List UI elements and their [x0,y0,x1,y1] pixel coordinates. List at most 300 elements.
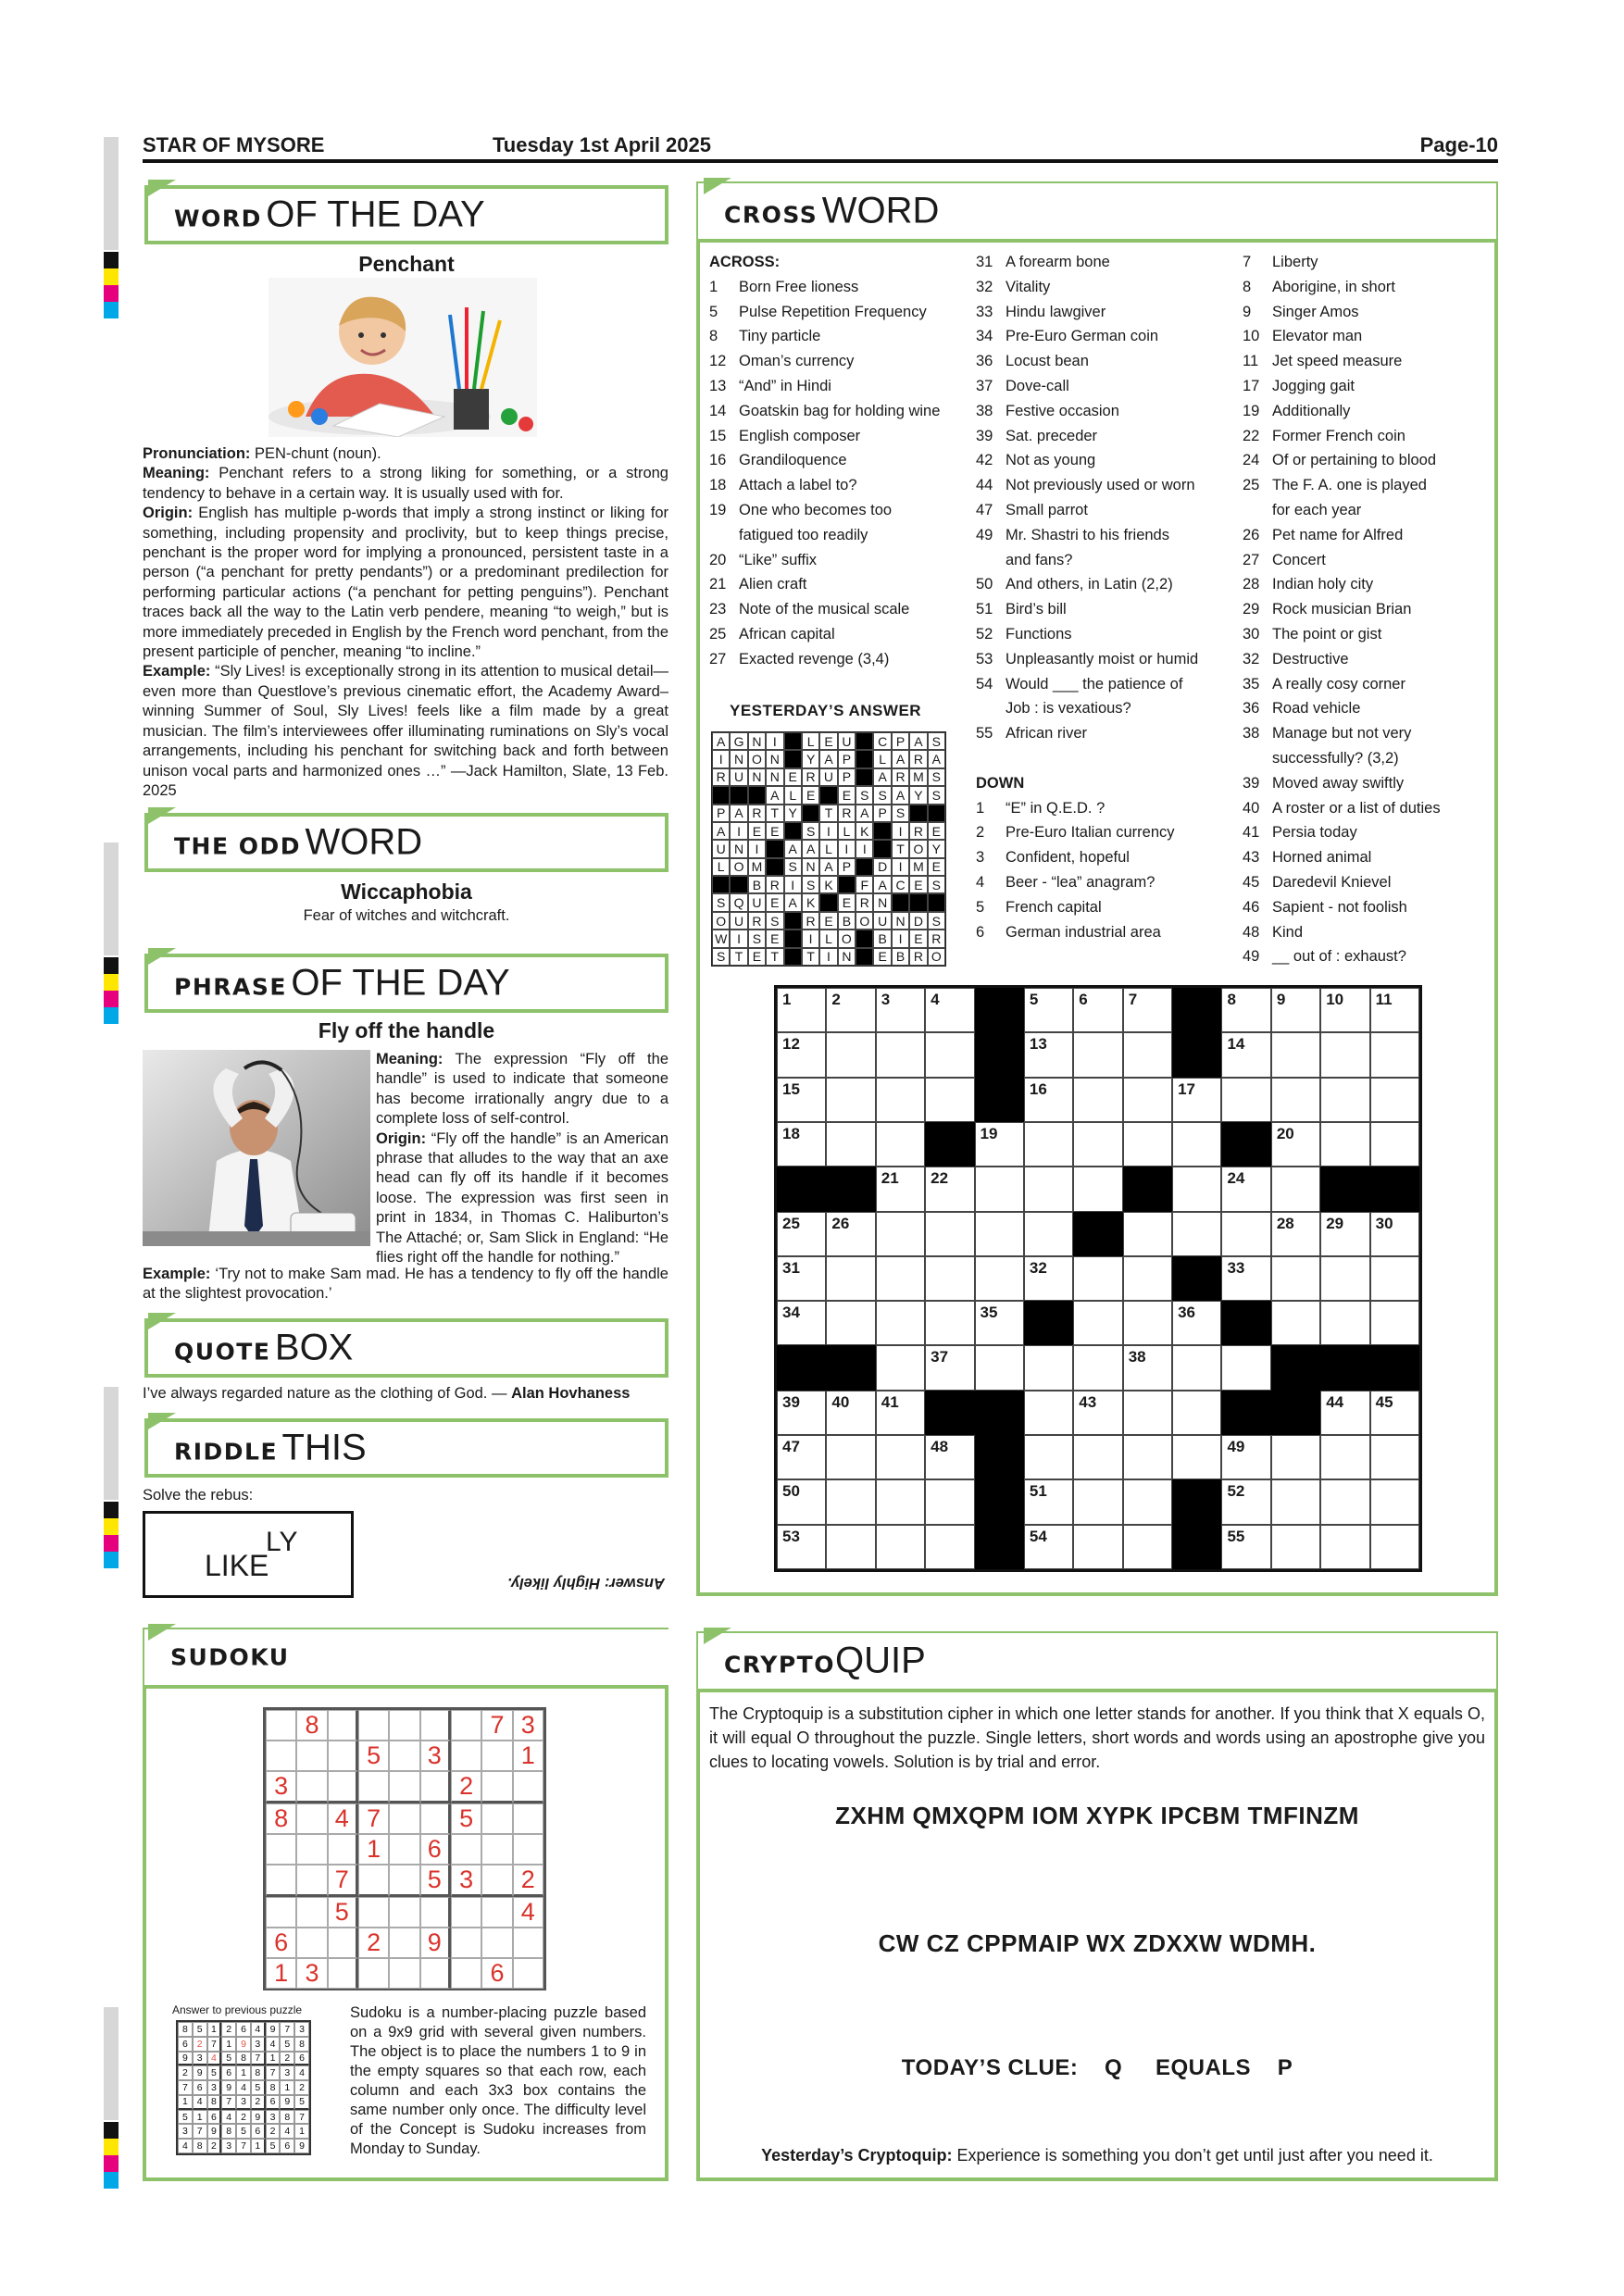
sudoku-empty-cell[interactable] [451,1741,481,1771]
crossword-cell[interactable] [1221,1345,1270,1390]
crossword-cell[interactable] [1221,1167,1270,1211]
clue-text: Aborigine, in short [1272,278,1395,295]
crossword-cell[interactable] [826,1479,875,1524]
crossword-cell[interactable] [1271,1435,1320,1479]
crossword-cell[interactable] [1073,1301,1122,1345]
crossword-cell[interactable] [975,1167,1024,1211]
crossword-cell[interactable] [1370,1479,1419,1524]
sudoku-empty-cell[interactable] [266,1710,296,1741]
crossword-cell[interactable] [1221,1256,1270,1301]
crossword-cell[interactable] [1123,1256,1172,1301]
sudoku-empty-cell[interactable] [328,1771,358,1803]
crossword-cell[interactable] [1073,1256,1122,1301]
crossword-cell[interactable] [925,1479,974,1524]
crossword-cell[interactable] [876,1212,925,1256]
sudoku-empty-cell[interactable] [389,1771,419,1803]
sudoku-empty-cell[interactable] [389,1897,419,1928]
crossword-cell[interactable] [1370,1391,1419,1435]
sudoku-empty-cell[interactable] [328,1834,358,1865]
crossword-cell[interactable] [1073,1078,1122,1122]
crossword-cell[interactable] [1320,1122,1369,1167]
sudoku-empty-cell[interactable] [328,1928,358,1958]
crossword-cell[interactable] [777,1078,826,1122]
sudoku-empty-cell[interactable] [389,1803,419,1834]
sudoku-empty-cell[interactable] [266,1865,296,1897]
answer-letter-cell: B [748,876,766,893]
crossword-cell[interactable] [1172,1435,1221,1479]
crossword-cell[interactable] [925,1167,974,1211]
sudoku-given-cell: 8 [266,1803,296,1834]
clue-text: Pet name for Alfred [1272,526,1404,543]
sudoku-empty-cell[interactable] [358,1865,389,1897]
crossword-cell[interactable] [1221,1435,1270,1479]
crossword-cell[interactable] [1073,1345,1122,1390]
clue-number: 19 [709,501,727,518]
crossword-cell[interactable] [1123,1435,1172,1479]
answer-letter-cell: I [819,822,837,840]
sudoku-grid[interactable] [263,1707,546,1990]
crossword-cell[interactable] [1123,1479,1172,1524]
clue-item [976,374,1243,399]
sudoku-empty-cell[interactable] [451,1928,481,1958]
crossword-cell[interactable] [1172,1078,1221,1122]
clue-item [976,300,1243,325]
crossword-cell[interactable] [925,988,974,1032]
crossword-cell[interactable] [1024,1122,1073,1167]
answer-digit-cell: 4 [207,2052,222,2066]
crossword-cell[interactable] [1172,1345,1221,1390]
crossword-cell[interactable] [925,1256,974,1301]
sudoku-empty-cell[interactable] [513,1958,543,1989]
crossword-cell[interactable] [1024,1345,1073,1390]
crossword-cell[interactable] [876,1078,925,1122]
clue-number: 11 [1243,353,1259,370]
answer-letter-cell: E [766,930,783,947]
crossword-cell[interactable] [1271,1122,1320,1167]
crossword-cell[interactable] [876,1032,925,1077]
sudoku-empty-cell[interactable] [296,1897,327,1928]
sudoku-empty-cell[interactable] [389,1741,419,1771]
crossword-cell[interactable] [1123,1078,1172,1122]
crossword-cell[interactable] [1370,1525,1419,1569]
clue-item [1243,796,1494,821]
crossword-cell[interactable] [1271,1167,1320,1211]
sudoku-empty-cell[interactable] [296,1741,327,1771]
riddle-header [144,1418,668,1478]
crossword-cell[interactable] [1172,1391,1221,1435]
crossword-cell[interactable] [1320,1301,1369,1345]
crossword-cell[interactable] [925,1032,974,1077]
crossword-cell[interactable] [1123,1301,1172,1345]
quote-body: I’ve always regarded nature as the clothing of God. — [143,1385,512,1402]
crossword-cell[interactable] [876,1479,925,1524]
crossword-cell[interactable] [1172,1167,1221,1211]
clue-number: 37 [976,377,993,394]
rebus-superscript: LY [266,1527,298,1557]
crossword-cell[interactable] [777,1479,826,1524]
clue-number: 48 [1243,923,1260,941]
crossword-cell[interactable] [1172,1122,1221,1167]
crossword-cell[interactable] [1320,1212,1369,1256]
clue-item [976,622,1243,647]
sudoku-empty-cell[interactable] [513,1928,543,1958]
sudoku-empty-cell[interactable] [328,1710,358,1741]
across-clues-col2 [976,250,1243,944]
crossword-cell[interactable] [826,1525,875,1569]
sudoku-empty-cell[interactable] [481,1741,512,1771]
crossword-cell[interactable] [826,1435,875,1479]
section-title: QUIP [834,1640,926,1681]
crossword-cell[interactable] [777,1301,826,1345]
crossword-cell[interactable] [1024,1078,1073,1122]
clue-item [1243,944,1494,969]
crossword-cell[interactable] [1024,988,1073,1032]
crossword-cell[interactable] [1320,1256,1369,1301]
clue-number: 27 [709,650,727,668]
sudoku-empty-cell[interactable] [389,1834,419,1865]
crossword-cell[interactable] [975,1301,1024,1345]
sudoku-empty-cell[interactable] [420,1803,451,1834]
clue-text: Indian holy city [1272,576,1374,593]
crossword-cell[interactable] [925,1212,974,1256]
answer-letter-cell: W [712,930,730,947]
crossword-cell[interactable] [826,1301,875,1345]
crossword-cell[interactable] [1024,1032,1073,1077]
crossword-cell[interactable] [876,1301,925,1345]
crossword-cell[interactable] [1221,1212,1270,1256]
crossword-black-cell [1172,988,1221,1032]
answer-letter-cell: R [838,805,856,822]
crossword-cell[interactable] [1123,1391,1172,1435]
crossword-cell[interactable] [1172,1301,1221,1345]
sudoku-empty-cell[interactable] [389,1865,419,1897]
answer-digit-cell: 5 [178,2110,193,2125]
answer-digit-cell: 3 [207,2080,222,2095]
crossword-cell[interactable] [1024,1479,1073,1524]
sudoku-empty-cell[interactable] [513,1834,543,1865]
clue-number: 54 [976,675,993,693]
crossword-cell[interactable] [1370,1212,1419,1256]
sudoku-empty-cell[interactable] [451,1897,481,1928]
sudoku-empty-cell[interactable] [358,1710,389,1741]
sudoku-empty-cell[interactable] [328,1741,358,1771]
crossword-cell[interactable] [876,1345,925,1390]
riddle-answer: Answer: Highly likely. [507,1575,665,1591]
section-tab-icon [148,1624,176,1641]
crossword-cell[interactable] [777,1212,826,1256]
answer-letter-cell: N [873,893,891,911]
answer-letter-cell: N [892,912,909,930]
label: Example: [143,1266,211,1282]
cryptoquip-line-1: ZXHM QMXQPM IOM XYPK IPCBM TMFINZM [835,1802,1359,1829]
crossword-cell[interactable] [1123,1032,1172,1077]
sudoku-empty-cell[interactable] [481,1897,512,1928]
crossword-cell[interactable] [1320,1525,1369,1569]
crossword-cell[interactable] [925,1345,974,1390]
crossword-grid[interactable] [774,985,1422,1572]
answer-black-cell [928,893,945,911]
answer-letter-cell: N [766,750,783,767]
crossword-cell[interactable] [1172,1212,1221,1256]
clue-item [976,572,1243,597]
crossword-cell[interactable] [777,1256,826,1301]
crossword-cell[interactable] [826,1122,875,1167]
answer-letter-cell: N [838,948,856,966]
crossword-cell[interactable] [1024,1391,1073,1435]
crossword-cell[interactable] [1123,1525,1172,1569]
crossword-cell[interactable] [925,1301,974,1345]
answer-letter-cell: C [892,876,909,893]
clue-number-label: 41 [881,1392,899,1411]
crossword-cell[interactable] [1370,1435,1419,1479]
crossword-cell[interactable] [1271,1256,1320,1301]
clue-number-label: 25 [782,1214,800,1232]
crossword-cell[interactable] [1073,1391,1122,1435]
crossword-cell[interactable] [975,1212,1024,1256]
word-of-day-word: Penchant [358,252,455,276]
crossword-cell[interactable] [826,1032,875,1077]
crossword-cell[interactable] [876,1435,925,1479]
clue-number: 1 [976,799,985,817]
crossword-cell[interactable] [975,1256,1024,1301]
clue-text: Attach a label to? [739,477,857,494]
crossword-cell[interactable] [876,1122,925,1167]
sudoku-empty-cell[interactable] [481,1928,512,1958]
crossword-cell[interactable] [1271,1212,1320,1256]
crossword-cell[interactable] [1073,988,1122,1032]
answer-letter-cell: E [819,912,837,930]
sudoku-empty-cell[interactable] [420,1710,451,1741]
crossword-cell[interactable] [1123,1345,1172,1390]
crossword-cell[interactable] [826,1078,875,1122]
crossword-cell[interactable] [826,988,875,1032]
answer-digit-cell: 1 [280,2080,294,2095]
answer-black-cell [909,893,927,911]
sudoku-given-cell: 4 [513,1897,543,1928]
crossword-cell[interactable] [1370,1256,1419,1301]
yesterday-answer-label: YESTERDAY’S ANSWER [730,702,922,719]
sudoku-empty-cell[interactable] [296,1771,327,1803]
crossword-cell[interactable] [1073,1525,1122,1569]
sudoku-empty-cell[interactable] [266,1741,296,1771]
crossword-cell[interactable] [925,1525,974,1569]
crossword-cell[interactable] [1073,1435,1122,1479]
sudoku-empty-cell[interactable] [451,1958,481,1989]
crossword-cell[interactable] [1271,1479,1320,1524]
clue-item [976,399,1243,424]
answer-digit-cell: 9 [266,2022,281,2037]
crossword-cell[interactable] [1024,1212,1073,1256]
crossword-cell[interactable] [1024,1525,1073,1569]
sudoku-empty-cell[interactable] [420,1958,451,1989]
clue-number: 40 [1243,799,1260,817]
sudoku-empty-cell[interactable] [513,1771,543,1803]
registration-mark [104,1502,119,1518]
crossword-cell[interactable] [826,1256,875,1301]
crossword-cell[interactable] [826,1391,875,1435]
crossword-header [698,183,1496,243]
registration-mark [104,252,119,268]
registration-mark [104,302,119,318]
crossword-cell[interactable] [1073,1032,1122,1077]
crossword-cell[interactable] [876,1391,925,1435]
answer-digit-cell: 9 [251,2110,266,2125]
clue-text: Festive occasion [1006,402,1119,419]
answer-letter-cell: S [928,732,945,750]
clue-number: 8 [1243,278,1252,295]
crossword-black-cell [975,988,1024,1032]
crossword-cell[interactable] [1221,1479,1270,1524]
crossword-cell[interactable] [777,1435,826,1479]
clue-item [1243,300,1494,325]
clue-item [709,374,956,399]
crossword-cell[interactable] [777,1391,826,1435]
sudoku-empty-cell[interactable] [481,1771,512,1803]
clue-text: German industrial area [1006,923,1161,941]
crossword-cell[interactable] [1024,1167,1073,1211]
sudoku-empty-cell[interactable] [451,1710,481,1741]
sudoku-empty-cell[interactable] [389,1958,419,1989]
crossword-cell[interactable] [1271,1301,1320,1345]
answer-letter-cell: I [730,930,747,947]
crossword-cell[interactable] [1123,1122,1172,1167]
crossword-cell[interactable] [1024,1435,1073,1479]
crossword-cell[interactable] [925,1078,974,1122]
crossword-cell[interactable] [1271,1078,1320,1122]
crossword-cell[interactable] [777,1525,826,1569]
sudoku-given-cell: 5 [328,1897,358,1928]
registration-mark [104,2172,119,2189]
answer-letter-cell: P [873,805,891,822]
crossword-cell[interactable] [1370,988,1419,1032]
clue-number: 34 [976,328,993,345]
clue-number-label: 44 [1326,1392,1344,1411]
sudoku-empty-cell[interactable] [266,1834,296,1865]
crossword-cell[interactable] [1024,1256,1073,1301]
sudoku-empty-cell[interactable] [328,1958,358,1989]
crossword-cell[interactable] [1370,1032,1419,1077]
crossword-cell[interactable] [826,1212,875,1256]
answer-letter-cell: E [766,893,783,911]
crossword-cell[interactable] [1370,1301,1419,1345]
crossword-cell[interactable] [1320,988,1369,1032]
crossword-cell[interactable] [1271,1525,1320,1569]
crossword-cell[interactable] [975,1122,1024,1167]
answer-black-cell [856,948,873,966]
sudoku-empty-cell[interactable] [296,1928,327,1958]
answer-digit-cell: 6 [221,2065,236,2080]
crossword-cell[interactable] [1320,1391,1369,1435]
crossword-cell[interactable] [1073,1479,1122,1524]
crossword-cell[interactable] [1221,988,1270,1032]
clue-number: 16 [709,452,727,469]
answer-digit-cell: 2 [251,2095,266,2110]
crossword-cell[interactable] [777,1032,826,1077]
sudoku-empty-cell[interactable] [296,1865,327,1897]
clue-text: Would ___ the patience of [1006,675,1183,693]
sudoku-empty-cell[interactable] [513,1803,543,1834]
answer-letter-cell: E [748,948,766,966]
sudoku-empty-cell[interactable] [481,1834,512,1865]
answer-letter-cell: E [928,858,945,876]
crossword-cell[interactable] [1271,988,1320,1032]
clue-item [709,275,956,300]
sudoku-empty-cell[interactable] [481,1865,512,1897]
sudoku-empty-cell[interactable] [358,1897,389,1928]
crossword-cell[interactable] [1320,1435,1369,1479]
answer-letter-cell: E [928,822,945,840]
answer-digit-cell: 4 [236,2080,251,2095]
sudoku-empty-cell[interactable] [420,1897,451,1928]
down-heading: DOWN [976,774,1025,792]
crossword-cell[interactable] [1123,1212,1172,1256]
crossword-cell[interactable] [876,1167,925,1211]
crossword-cell[interactable] [1221,1525,1270,1569]
sudoku-empty-cell[interactable] [481,1803,512,1834]
sudoku-empty-cell[interactable] [296,1803,327,1834]
answer-letter-cell: A [819,858,837,876]
clue-text: Locust bean [1006,353,1089,370]
crossword-cell[interactable] [1320,1078,1369,1122]
crossword-cell[interactable] [1123,988,1172,1032]
answer-black-cell [784,912,802,930]
clue-number: 7 [1243,254,1252,270]
crossword-cell[interactable] [1221,1032,1270,1077]
answer-digit-cell: 3 [266,2110,281,2125]
sudoku-empty-cell[interactable] [296,1834,327,1865]
clue-number: 26 [1243,526,1260,543]
answer-letter-cell: O [928,948,945,966]
crossword-cell[interactable] [876,988,925,1032]
crossword-cell[interactable] [1320,1032,1369,1077]
answer-letter-cell: K [856,822,873,840]
crossword-cell[interactable] [777,988,826,1032]
answer-letter-cell: N [802,858,819,876]
sudoku-empty-cell[interactable] [451,1834,481,1865]
answer-letter-cell: U [712,840,730,857]
sudoku-empty-cell[interactable] [389,1710,419,1741]
crossword-cell[interactable] [876,1256,925,1301]
sudoku-empty-cell[interactable] [420,1771,451,1803]
sudoku-empty-cell[interactable] [266,1897,296,1928]
crossword-cell[interactable] [925,1435,974,1479]
crossword-cell[interactable] [876,1525,925,1569]
clue-number: 22 [1243,427,1260,444]
crossword-black-cell [1123,1167,1172,1211]
clue-text: “E” in Q.E.D. ? [1006,799,1106,817]
crossword-cell[interactable] [1370,1122,1419,1167]
sudoku-empty-cell[interactable] [358,1771,389,1803]
answer-letter-cell: S [766,912,783,930]
answer-letter-cell: O [712,912,730,930]
sudoku-empty-cell[interactable] [358,1958,389,1989]
crossword-cell[interactable] [1073,1167,1122,1211]
crossword-cell[interactable] [1370,1078,1419,1122]
crossword-cell[interactable] [1320,1479,1369,1524]
crossword-cell[interactable] [1073,1122,1122,1167]
crossword-cell[interactable] [975,1345,1024,1390]
answer-letter-cell: S [802,876,819,893]
issue-date: Tuesday 1st April 2025 [493,133,711,156]
crossword-cell[interactable] [777,1122,826,1167]
clue-number: 45 [1243,873,1260,891]
answer-letter-cell: M [748,858,766,876]
crossword-cell[interactable] [1221,1078,1270,1122]
clue-number-label: 24 [1227,1169,1245,1188]
crossword-cell[interactable] [1271,1032,1320,1077]
sudoku-empty-cell[interactable] [389,1928,419,1958]
clue-number-label: 33 [1227,1258,1245,1277]
